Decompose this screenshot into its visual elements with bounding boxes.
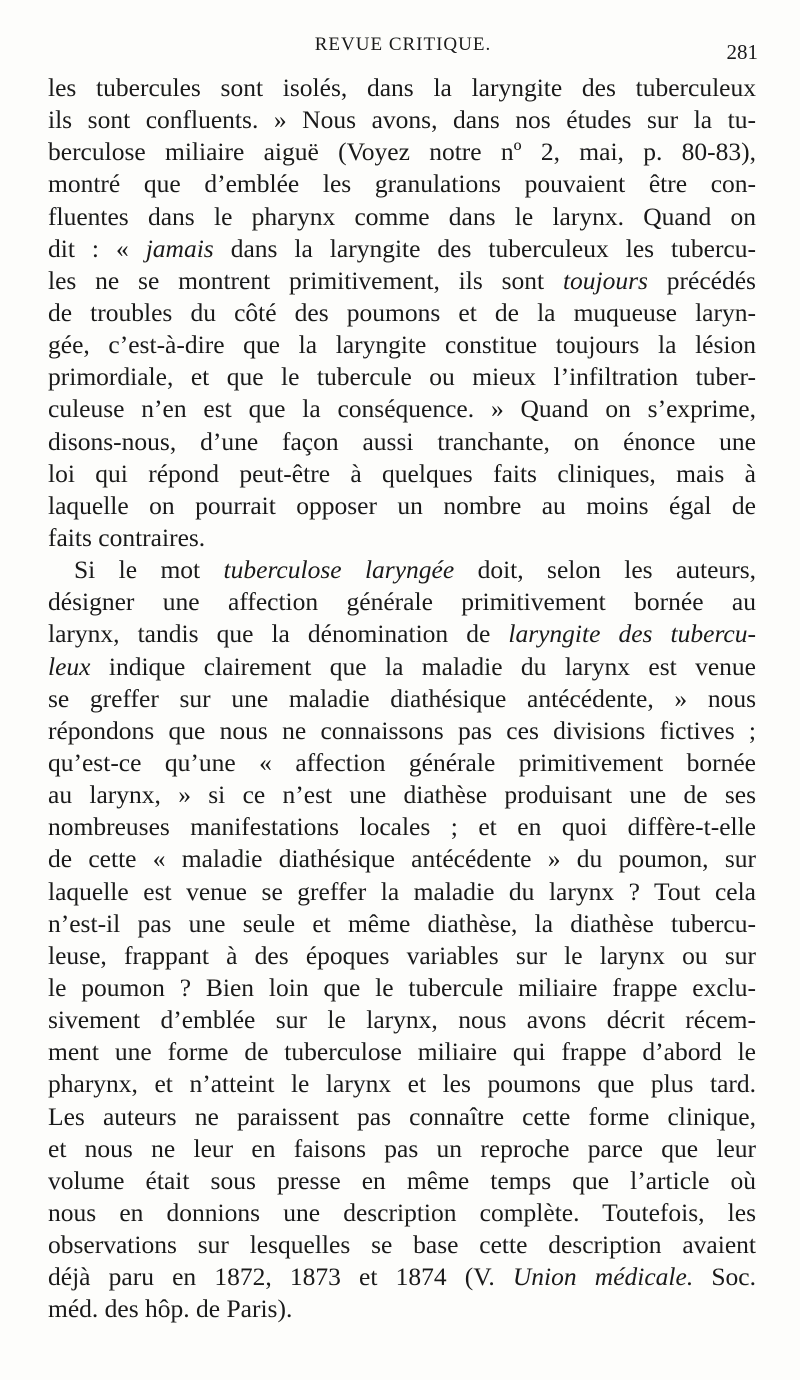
text-run: dans la laryngite des tuberculeux les tubercu- (213, 233, 756, 263)
text-run: les tubercules sont isolés, dans la laryngite des tuberculeux (48, 73, 756, 102)
text-line (48, 586, 756, 618)
text-run: désigner une affection générale primitivement bornée au (48, 587, 756, 617)
text-run: les ne se montrent primitivement, ils sont (48, 265, 563, 295)
text-run: qu’est-ce qu’une « affection générale primitivement bornée (48, 747, 756, 777)
text-line (48, 715, 756, 747)
text-run: et nous ne leur en faisons pas un reproche parce que leur (48, 1133, 756, 1163)
text-run: méd. des hôp. de Paris). (48, 1294, 293, 1324)
text-line (48, 522, 756, 554)
text-run: au larynx, » si ce n’est une diathèse produisant une de ses (48, 780, 756, 810)
text-line (48, 458, 756, 490)
text-line (48, 683, 756, 715)
text-run: pharynx, et n’atteint le larynx et les poumons que plus tard. (48, 1069, 756, 1099)
italic-run: toujours (562, 265, 648, 295)
text-run: culeuse n’en est que la conséquence. » Quand on s’exprime, (48, 394, 756, 424)
text-run: le poumon ? Bien loin que le tubercule miliaire frappe exclu- (48, 972, 756, 1002)
text-line (48, 297, 756, 329)
text-run: loi qui répond peut-être à quelques faits cliniques, mais à (48, 458, 756, 488)
text-run: faits contraires. (48, 522, 206, 552)
text-run: observations sur lesquelles se base cette description avaient (48, 1230, 756, 1260)
text-run: gée, c’est-à-dire que la laryngite constitue toujours la lésion (48, 330, 756, 360)
text-line (48, 265, 756, 297)
page-number: 281 (726, 40, 758, 64)
text-run: leuse, frappant à des époques variables sur le larynx ou sur (48, 940, 756, 970)
text-line (48, 1101, 756, 1133)
text-line (48, 747, 756, 779)
text-run: montré que d’emblée les granulations pouvaient être con- (48, 169, 756, 199)
text-line (48, 651, 756, 683)
text-run: précédés (647, 265, 756, 295)
italic-run: laryngite des tubercu- (508, 619, 756, 649)
text-run: de troubles du côté des poumons et de la muqueuse laryn- (48, 297, 756, 327)
text-line (48, 972, 756, 1004)
text-line (48, 72, 756, 104)
text-run: indique clairement que la maladie du larynx est venue (90, 651, 756, 681)
text-run: nombreuses manifestations locales ; et en quoi diffère-t-elle (48, 812, 756, 842)
text-line (48, 843, 756, 875)
text-run: Soc. (693, 1262, 756, 1292)
body-text (48, 72, 756, 1325)
text-line (48, 329, 756, 361)
text-run: volume était sous presse en même temps que l’article où (48, 1165, 756, 1195)
text-run: fluentes dans le pharynx comme dans le larynx. Quand on (48, 201, 756, 231)
text-line (48, 1197, 756, 1229)
text-run: n’est-il pas une seule et même diathèse, la diathèse tubercu- (48, 908, 756, 938)
text-line (48, 490, 756, 522)
text-line (48, 618, 756, 650)
text-line (48, 233, 756, 265)
text-run: laquelle est venue se greffer la maladie du larynx ? Tout cela (48, 876, 756, 906)
text-run: dit : « (48, 233, 146, 263)
text-line (48, 361, 756, 393)
text-line (48, 426, 756, 458)
text-run: se greffer sur une maladie diathésique antécédente, » nous (48, 683, 756, 713)
text-run: berculose miliaire aiguë (Voyez notre nº 2, mai, p. 80-83), (48, 137, 756, 167)
text-line (48, 779, 756, 811)
text-run: disons-nous, d’une façon aussi tranchante, on énonce une (48, 426, 756, 456)
text-line (48, 136, 756, 168)
text-run: nous en donnions une description complète. Toutefois, les (48, 1197, 756, 1227)
italic-run: Union médicale. (512, 1262, 694, 1292)
text-run: déjà paru en 1872, 1873 et 1874 (V. (48, 1262, 513, 1292)
text-line (48, 1293, 756, 1325)
text-line (48, 1133, 756, 1165)
text-run: sivement d’emblée sur le larynx, nous avons décrit récem- (48, 1005, 756, 1035)
text-line (48, 1004, 756, 1036)
text-line (48, 1261, 756, 1293)
text-run: Si le mot (74, 555, 224, 585)
text-line (48, 876, 756, 908)
italic-run: jamais (145, 233, 214, 263)
text-line (48, 104, 756, 136)
text-run: Les auteurs ne paraissent pas connaître cette forme clinique, (48, 1101, 756, 1131)
text-run: de cette « maladie diathésique antécédente » du poumon, sur (48, 844, 756, 874)
text-line (48, 940, 756, 972)
text-line (48, 168, 756, 200)
text-line (48, 811, 756, 843)
text-run: primordiale, et que le tubercule ou mieux l’infiltration tuber- (48, 362, 756, 392)
text-run: répondons que nous ne connaissons pas ces divisions fictives ; (48, 715, 756, 745)
text-line (48, 1036, 756, 1068)
text-run: larynx, tandis que la dénomination de (48, 619, 509, 649)
text-run: laquelle on pourrait opposer un nombre au moins égal de (48, 490, 756, 520)
italic-run: tuberculose laryngée (223, 555, 455, 585)
text-line (48, 1068, 756, 1100)
running-title: REVUE CRITIQUE. (314, 34, 492, 55)
text-run: ment une forme de tuberculose miliaire qui frappe d’abord le (48, 1037, 756, 1067)
page-header (48, 30, 758, 66)
text-run: ils sont confluents. » Nous avons, dans nos études sur la tu- (48, 105, 756, 135)
text-run: doit, selon les auteurs, (454, 555, 756, 585)
text-line (48, 554, 756, 586)
text-line (48, 393, 756, 425)
italic-run: leux (48, 651, 91, 681)
text-line (48, 1229, 756, 1261)
text-line (48, 201, 756, 233)
text-line (48, 1165, 756, 1197)
text-line (48, 908, 756, 940)
